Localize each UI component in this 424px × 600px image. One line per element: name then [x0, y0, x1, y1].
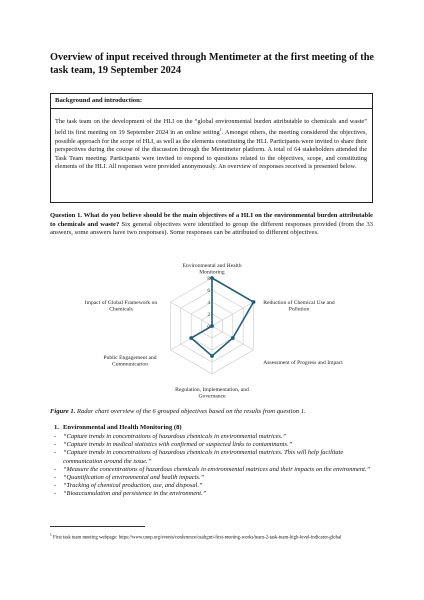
background-heading: Background and introduction: [55, 97, 143, 104]
background-box [50, 93, 373, 203]
footnote-marker: 1 [50, 533, 52, 537]
list-item: - “Capture trends in concentrations of hazardous chemicals in environmental matrices.” [63, 433, 373, 441]
data-point [210, 354, 214, 358]
axis-label: Impact of Global Framework on Chemicals [84, 300, 158, 313]
quote-list [63, 433, 373, 499]
axis-label: Assessment of Progress and Impact [263, 360, 343, 366]
tick-label: 2 [207, 312, 210, 318]
question-1-text: Six general objectives were identified to group the different responses provided (from the 33 answers, some answers have two responses). Some responses can be attributed to different objectives. [50, 220, 373, 237]
footnote-ref[interactable]: 1 [219, 127, 222, 133]
section-number: 1. [54, 424, 59, 431]
radar-labels [85, 263, 343, 399]
list-item: - “Capture trends in concentrations of hazardous chemicals in environmental matrices. This will help facilitate communication around the issue.” [63, 449, 373, 465]
axis-label: Regulation, Implementation, and Governance [175, 387, 249, 400]
figure-caption-label: Figure 1. [50, 408, 76, 415]
list-item: - “Bioaccumulation and persistence in the environment.” [63, 490, 373, 498]
background-header [51, 94, 372, 109]
tick-label: 0 [207, 324, 210, 330]
list-item: - “Tracking of chemical production, use, and disposal.” [63, 482, 373, 490]
footnote-text[interactable]: First task team meeting webpage: https://www.unep.org/events/conference/osahgmi-first-meeting-works/team-2-task-team-high-level-indicator-global [51, 535, 342, 541]
footnote-rule [50, 526, 145, 527]
data-point [252, 300, 256, 304]
data-point [231, 336, 235, 340]
data-point [210, 324, 214, 328]
figure-caption [50, 408, 373, 415]
tick-label: 8 [207, 276, 210, 282]
axis-label: Public Engagement and Communication [103, 355, 157, 368]
tick-label: 4 [207, 300, 210, 306]
radar-ticks [207, 276, 210, 330]
list-item: - “Quantification of environmental and health impacts.” [63, 474, 373, 482]
list-item: - “Capture trends in medical statistics with confirmed or suspected links to contaminants.” [63, 441, 373, 449]
page-title: Overview of input received through Mentimeter at the first meeting of the task team, 19 September 2024 [50, 52, 374, 76]
figure-caption-text: Radar chart overview of the 6 grouped objectives based on the results from question 1. [75, 408, 306, 415]
section-heading [54, 424, 182, 431]
tick-label: 6 [207, 288, 210, 294]
question-1-bold: Question 1. What do you believe should be the main objectives of a HLI on the environmental burden attributable to chemicals and waste? [50, 212, 373, 228]
radar-chart [60, 258, 370, 406]
data-point [189, 336, 193, 340]
background-text [55, 118, 367, 172]
background-text-part2: . Amongst others, the meeting considered the objectives, possible approach for the scope of HLI, as well as the elements constituting the HLI. Participants were invited to share their perspectives during the course of the discussion through the Mentimeter platform. A total of 64 stakeholders attended the Task Team meeting. Participants were invited to respond to questions related to the objectives, scope, and constituting elements of the HLI. All responses were provided anonymously. An overview of responses received is presented below. [55, 129, 367, 171]
axis-label: Environmental and Health Monitoring [182, 263, 242, 276]
footnote [50, 532, 373, 542]
axis-label: Reduction of Chemical Use and Pollution [263, 300, 335, 313]
section-title: Environmental and Health Monitoring (8) [63, 424, 182, 431]
question-1 [50, 212, 373, 238]
list-item: - “Measure the concentrations of hazardous chemicals in environmental matrices and their impacts on the environment.” [63, 466, 373, 474]
background-text-part1: The task team on the development of the HLI on the “global environmental burden attributable to chemicals and waste” held its first meeting on 19 September 2024 in an online setting [55, 118, 367, 137]
data-point [210, 276, 214, 280]
